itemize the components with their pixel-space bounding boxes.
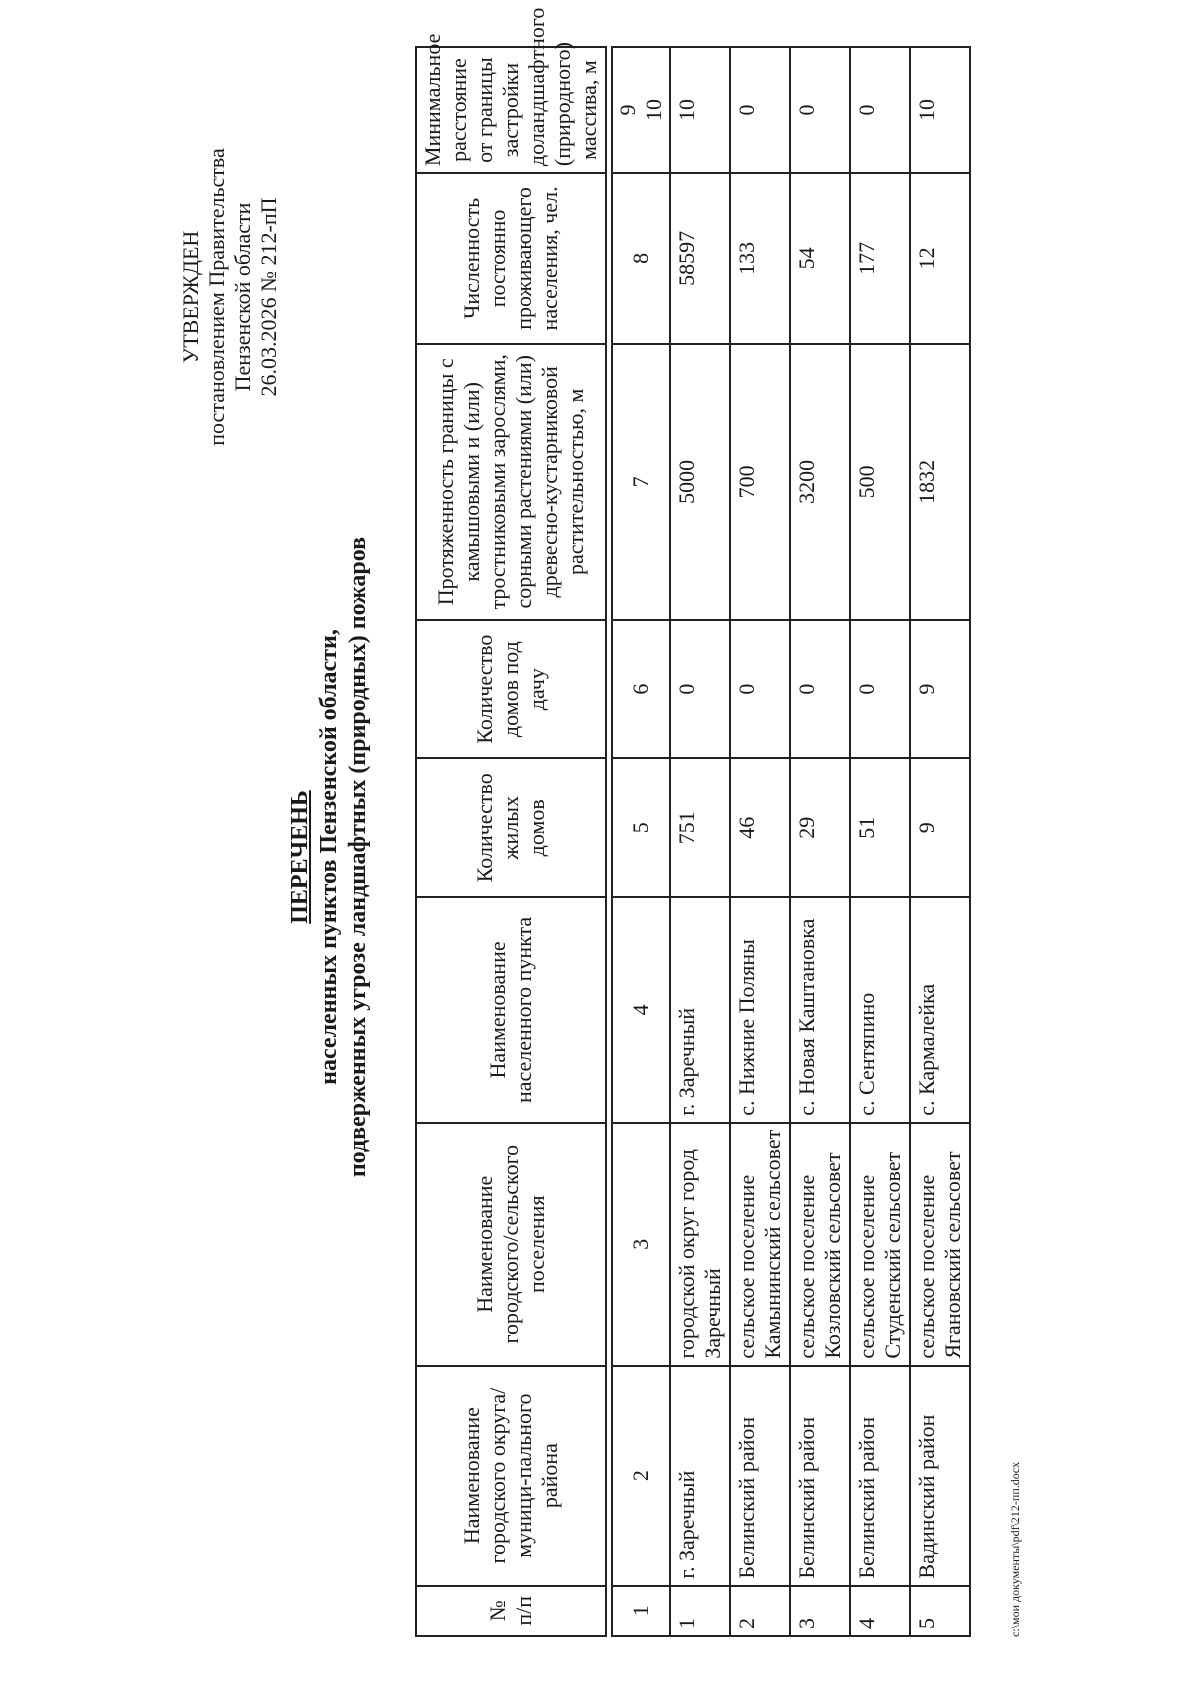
table-row [790, 47, 850, 1636]
table-header-row [416, 47, 606, 1636]
district-cell: Белинский район [850, 1366, 910, 1586]
houses-cell: 29 [790, 758, 850, 897]
district-cell: Белинский район [790, 1366, 850, 1586]
border-length-cell: 3200 [790, 344, 850, 620]
column-number: 7 [612, 344, 670, 620]
approval-stamp [178, 67, 282, 527]
column-number [612, 173, 670, 344]
settlement-cell: городской округ город Заречный [670, 1123, 730, 1366]
locality-cell: с. Кармалейка [910, 897, 970, 1123]
distance-cell: 10 [670, 47, 730, 173]
column-number: 1 [612, 1586, 670, 1636]
district-cell: Вадинский район [910, 1366, 970, 1586]
header-cell: Количество жилых домов [416, 758, 606, 897]
border-length-cell: 700 [730, 344, 790, 620]
houses-cell: 46 [730, 758, 790, 897]
dachas-cell: 0 [850, 620, 910, 759]
row-number: 4 [850, 1586, 910, 1636]
settlements-table [415, 7, 971, 1637]
dachas-cell: 0 [730, 620, 790, 759]
header-cell: Наименование городского/сельского поселения [416, 1123, 606, 1366]
border-length-cell: 5000 [670, 344, 730, 620]
population-cell: 133 [730, 173, 790, 344]
header-cell: Протяженность границы с камышовыми и (или) тростниковыми зарослями, сорными растениями (или) древесно-кустарниковой растительностью, м [416, 344, 606, 620]
row-number: 1 [670, 1586, 730, 1636]
approval-line: Пензенской области [230, 202, 255, 392]
approval-line: постановлением Правительства [204, 148, 229, 446]
table-row [730, 47, 790, 1636]
population-cell: 54 [790, 173, 850, 344]
column-number-row [612, 47, 670, 1636]
border-length-cell: 500 [850, 344, 910, 620]
column-number: 4 [612, 897, 670, 1123]
settlement-cell: сельское поселение Студенский сельсовет [850, 1123, 910, 1366]
document-title [286, 357, 373, 1357]
column-number: 6 [612, 620, 670, 759]
distance-cell: 10 [910, 47, 970, 173]
row-number: 3 [790, 1586, 850, 1636]
population-cell: 177 [850, 173, 910, 344]
column-number: 5 [612, 758, 670, 897]
title-subtitle: подверженных угрозе ландшафтных (природных) пожаров [345, 536, 371, 1178]
dachas-cell: 0 [670, 620, 730, 759]
distance-cell: 0 [790, 47, 850, 173]
locality-cell: с. Новая Каштановка [790, 897, 850, 1123]
header-cell: Численность постоянно проживающего населения, чел. [416, 173, 606, 344]
file-path-footer: c:\мои документы\pdf\212-пп.docx [1008, 1461, 1022, 1637]
header-cell: № п/п [416, 1586, 606, 1636]
header-cell: Минимальное расстояние от границы застройки доландшафтного (природного) массива, м [416, 47, 606, 173]
approval-line: УТВЕРЖДЕН [178, 230, 203, 364]
district-cell: г. Заречный [670, 1366, 730, 1586]
title-main: ПЕРЕЧЕНЬ [287, 790, 313, 924]
dachas-cell: 9 [910, 620, 970, 759]
dachas-cell: 0 [790, 620, 850, 759]
settlement-cell: сельское поселение Козловский сельсовет [790, 1123, 850, 1366]
population-cell: 58597 [670, 173, 730, 344]
distance-cell: 0 [850, 47, 910, 173]
locality-cell: с. Сентяпино [850, 897, 910, 1123]
locality-cell: г. Заречный [670, 897, 730, 1123]
header-cell: Наименование городского округа/муници-пального района [416, 1366, 606, 1586]
settlement-cell: сельское поселение Камынинский сельсовет [730, 1123, 790, 1366]
header-cell: Количество домов под дачу [416, 620, 606, 759]
column-number [612, 47, 670, 173]
approval-line: 26.03.2026 № 212-пП [256, 197, 281, 397]
column-number: 10 [641, 99, 666, 122]
houses-cell: 9 [910, 758, 970, 897]
distance-cell: 0 [730, 47, 790, 173]
column-number: 3 [612, 1123, 670, 1366]
district-cell: Белинский район [730, 1366, 790, 1586]
column-number: 8 [628, 252, 653, 264]
houses-cell: 751 [670, 758, 730, 897]
column-number: 9 [615, 104, 640, 116]
header-cell: Наименование населенного пункта [416, 897, 606, 1123]
houses-cell: 51 [850, 758, 910, 897]
table-row [670, 47, 730, 1636]
title-subtitle: населенных пунктов Пензенской области, [316, 629, 342, 1085]
table-row [850, 47, 910, 1636]
row-number: 5 [910, 1586, 970, 1636]
row-number: 2 [730, 1586, 790, 1636]
population-cell: 12 [910, 173, 970, 344]
settlement-cell: сельское поселение Ягановский сельсовет [910, 1123, 970, 1366]
border-length-cell: 1832 [910, 344, 970, 620]
table-row [910, 47, 970, 1636]
locality-cell: с. Нижние Поляны [730, 897, 790, 1123]
column-number: 2 [612, 1366, 670, 1586]
